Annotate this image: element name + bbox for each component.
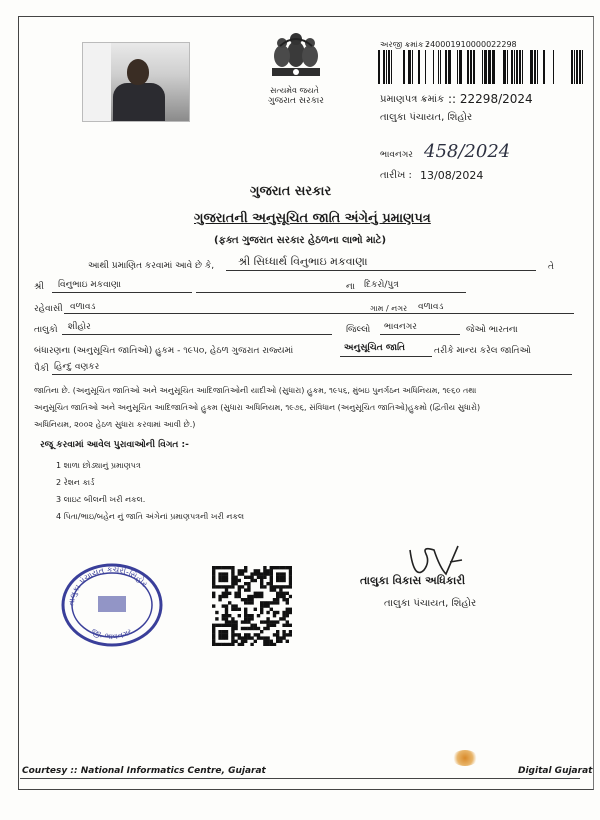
handwritten-reference: 458/2024 xyxy=(424,141,511,162)
category: અનુસૂચિત જાતિ xyxy=(344,343,405,353)
document-item: 1 શાળા છોડ્યાનું પ્રમાણપત્ર xyxy=(56,461,141,470)
village-value: વળાવડ xyxy=(418,302,444,312)
signatory-office: તાલુકા પંચાયત, શિહોર xyxy=(384,598,477,609)
legal-paragraph-line2: અનુસૂચિત જાતિઓ અને અનુસૂચિત આદિજાતિઓ હુકમ (સુધારા અધિનિયમ, ૧૯૭૬, સંવિધાન (અનુસૂચિત જાતિઓ)હુકમો (દ્વિતીય સુધારો) xyxy=(34,403,481,412)
shri-label: શ્રી xyxy=(34,282,44,292)
document-item: 3 લાઇટ બીલની ખરી નકલ. xyxy=(56,495,146,504)
barcode xyxy=(378,50,583,84)
certificate-number-label: પ્રમાણપત્ર ક્રમાંક xyxy=(380,94,445,105)
resident-label: રહેવાસી xyxy=(34,304,63,314)
legal-paragraph-line3: અધિનિયમ, ૨૦૦૨ હેઠળ સુધારા કરવામાં આવી છે.) xyxy=(34,420,196,429)
issuing-office: તાલુકા પંચાયત, શિહોર xyxy=(380,112,473,123)
svg-text:જી. ભાવનગર xyxy=(90,627,134,642)
certificate-subtitle: (ફક્ત ગુજરાત સરકાર હેઠળના લાભો માટે) xyxy=(214,235,387,246)
national-emblem-icon xyxy=(266,24,326,86)
recognized-text: તરીકે માન્ય કરેલ જાતિઓ xyxy=(434,346,531,356)
caste-value: હિન્દુ વણકર xyxy=(54,362,100,372)
certificate-number: :: 22298/2024 xyxy=(448,92,533,106)
district-value: ભાવનગર xyxy=(384,322,417,332)
te-text: તે xyxy=(548,262,554,272)
document-item: 4 પિતા/ભાઇ/બહેન નું જાતિ અંગેનાં પ્રમાણપત્રની ખરી નકલ xyxy=(56,512,245,521)
application-number: 240001910000022298 xyxy=(425,40,517,49)
certify-text: આથી પ્રમાણિત કરવામાં આવે છે કે, xyxy=(88,261,215,271)
taluka-label: તાલુકો xyxy=(34,325,58,335)
application-number-label: અરજી ક્રમાંક : xyxy=(380,40,429,49)
date-label: તારીખ : xyxy=(380,170,412,181)
place-label: ભાવનગર xyxy=(380,150,413,160)
courtesy-text: Courtesy :: National Informatics Centre, Gujarat xyxy=(22,766,266,776)
title-government: ગુજરાત સરકાર xyxy=(250,184,332,199)
legal-paragraph-line1: જાતિના છે. (અનુસૂચિત જાતિઓ અને અનુસૂચિત આદિજાતિઓની યાદીઓ (સુધારા) હુકમ, ૧૯૫૬, મુંબઇ પુનર્ગઠન અધિનિયમ, ૧૯૬૦ તથા xyxy=(34,386,477,395)
village-label: ગામ / નગર xyxy=(370,304,408,313)
issue-date: 13/08/2024 xyxy=(420,169,484,182)
certificate-title: ગુજરાતની અનુસૂચિત જાતિ અંગેનું પ્રમાણપત્ર xyxy=(194,211,431,226)
resident-value: વળાવડ xyxy=(70,302,96,312)
parent-name: વિનુભાઇ મકવાણા xyxy=(58,280,121,290)
official-seal-icon xyxy=(60,562,164,648)
stain-mark xyxy=(452,750,478,766)
candidate-name: શ્રી સિધ્ધાર્થ વિનુભાઇ મકવાણા xyxy=(238,255,368,268)
relation: દિકરો/પુત્ર xyxy=(364,280,399,290)
document-item: 2 રેશન કાર્ડ xyxy=(56,478,95,487)
applicant-photo xyxy=(82,42,190,122)
je-o-text: જેઓ ભારતના xyxy=(466,325,518,335)
seal-bottom-text: જી. ભાવનગર xyxy=(89,626,134,642)
paiki-text: પૈકી xyxy=(34,364,49,374)
na-text: ના xyxy=(346,282,355,292)
seal-top-text: તાલુકા પંચાયત કચેરી-સિહોર xyxy=(66,564,150,607)
government-label-small: ગુજરાત સરકાર xyxy=(268,96,324,106)
qr-code xyxy=(212,566,292,646)
taluka-value: શીહોર xyxy=(68,322,91,332)
district-label: જિલ્લો xyxy=(346,325,371,335)
emblem-motto: સત્યમેવ જયતે xyxy=(270,86,319,95)
signatory-designation: તાલુકા વિકાસ અધિકારી xyxy=(360,574,466,587)
documents-heading: રજૂ કરવામાં આવેલ પુરાવાઓની વિગત :- xyxy=(40,440,189,450)
brand-text: Digital Gujarat xyxy=(518,766,593,776)
constitution-text: બંધારણના (અનુસૂચિત જાતિઓ) હુકમ - ૧૯૫૦, હેઠળ ગુજરાત રાજ્યમાં xyxy=(34,346,294,356)
